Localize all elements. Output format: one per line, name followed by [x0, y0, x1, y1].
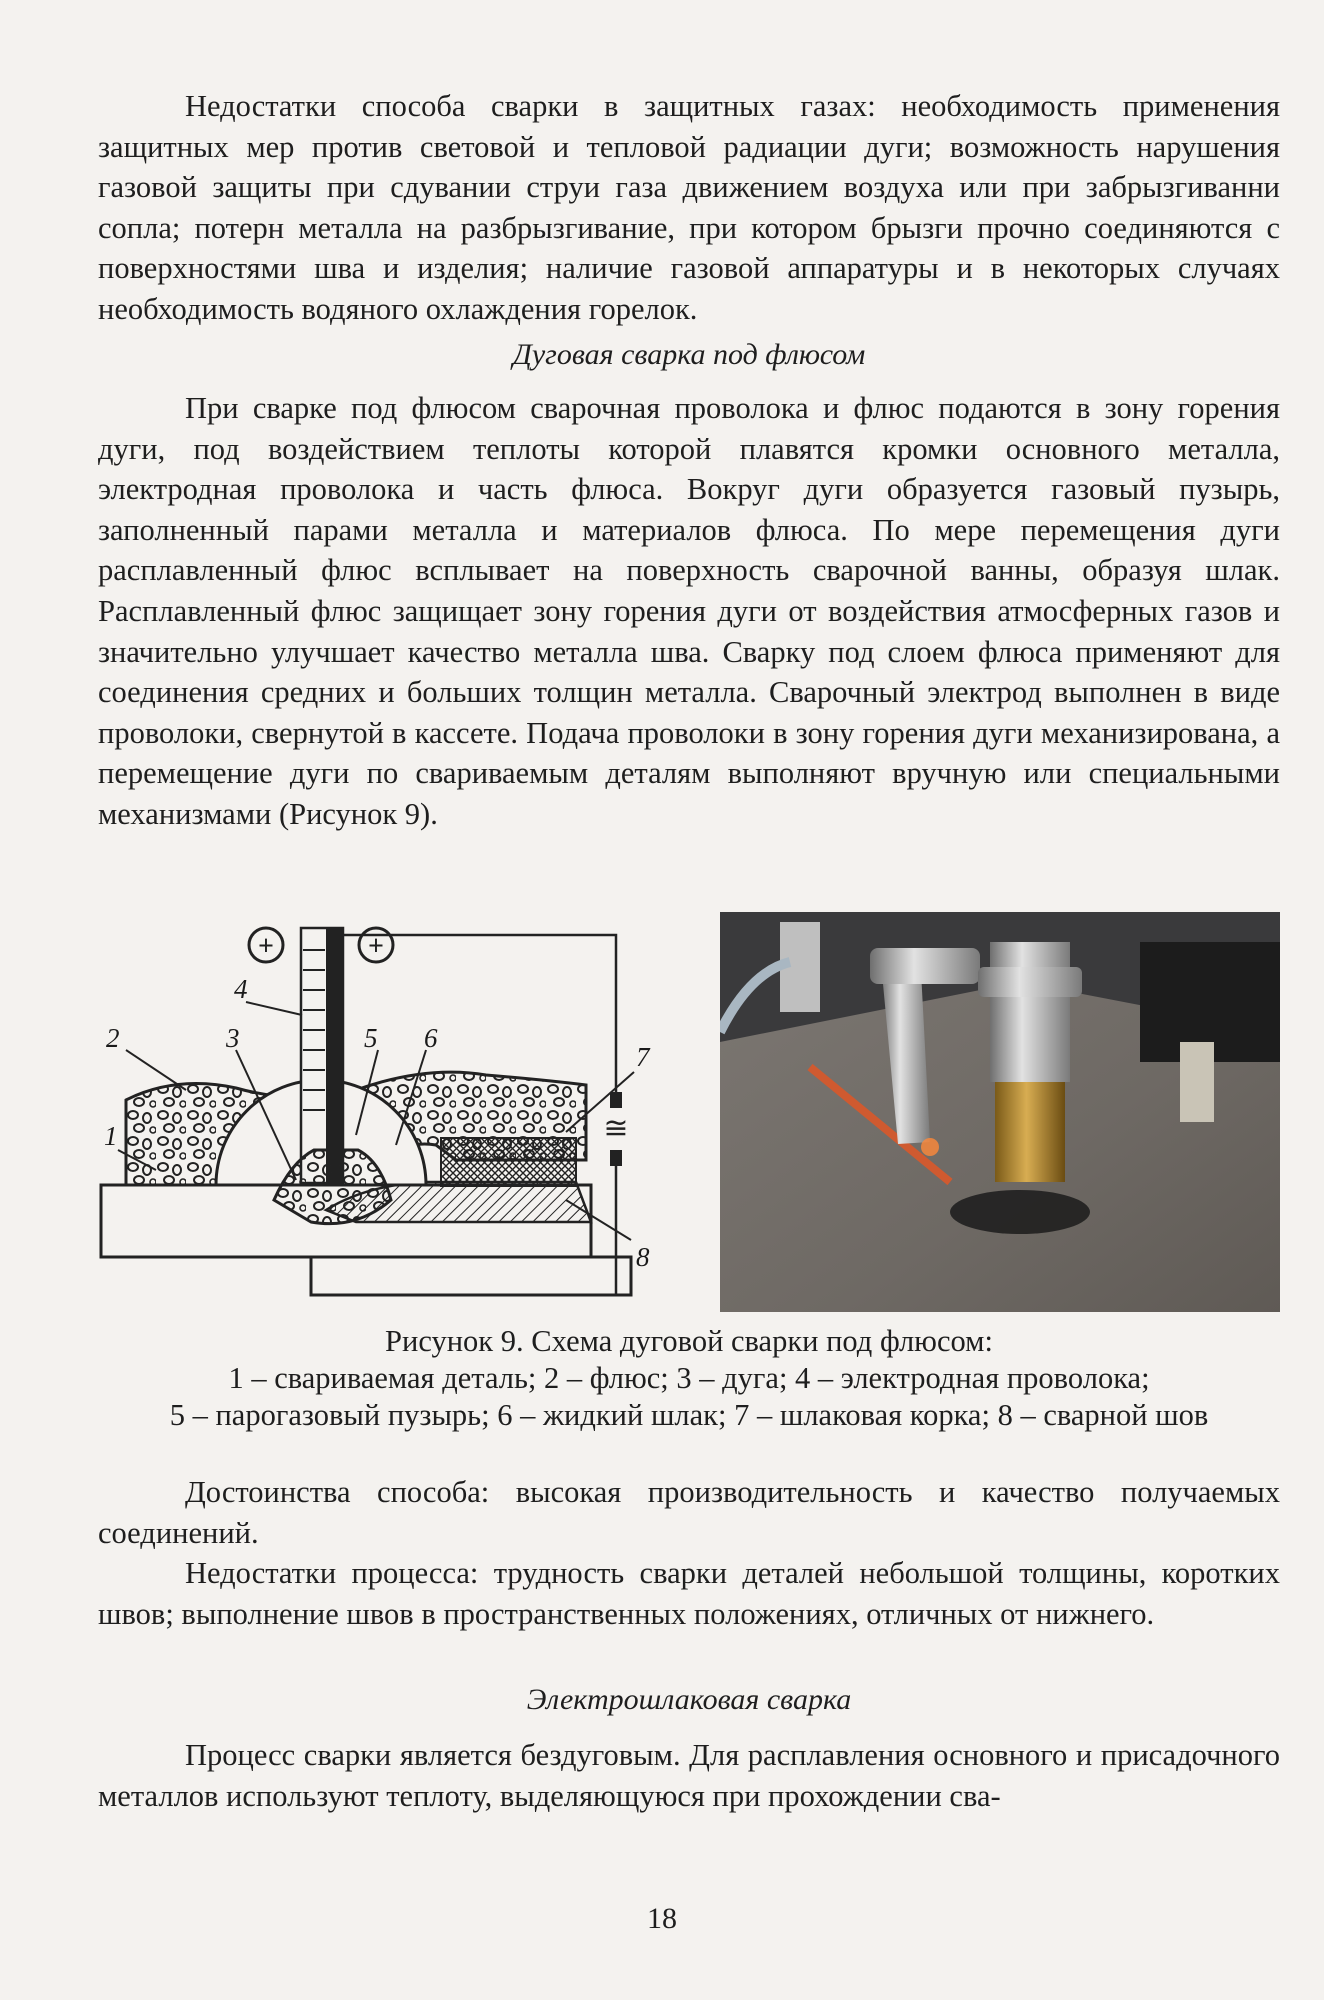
label-2: 2 — [106, 1023, 120, 1053]
label-5: 5 — [364, 1023, 378, 1053]
paragraph-text: Недостатки процесса: трудность сварки деталей небольшой толщины, коротких швов; выполнение швов в пространственных положениях, отличных от нижнего. — [98, 1556, 1280, 1631]
page-number: 18 — [647, 1902, 677, 1935]
label-8: 8 — [636, 1242, 650, 1272]
paragraph-electroslag-description — [98, 1735, 1280, 1816]
paragraph-text: При сварке под флюсом сварочная проволока и флюс подаются в зону горения дуги, под воздействием теплоты которой плавятся кромки основного металла, электродная проволока и часть флюса. Вокруг дуги образуется газовый пузырь, заполненный парами металла и материалов флюса. По мере перемещения дуги расплавленный флюс всплывает на поверхность сварочной ванны, образуя шлак. Расплавленный флюс защищает зону горения дуги от воздействия атмосферных газов и значительно улучшает качество металла шва. Сварку под слоем флюса применяют для соединения средних и больших толщин металла. Сварочный электрод выполнен в виде проволоки, свернутой в кассете. Подача проволоки в зону горения дуги механизирована, а перемещение дуги по свариваемым деталям выполняют вручную или специальными механизмами (Рисунок 9). — [98, 391, 1280, 831]
arc-glow — [921, 1138, 939, 1156]
circuit-wire-bottom — [616, 1160, 631, 1295]
flux-pile — [950, 1190, 1090, 1234]
label-7: 7 — [636, 1042, 650, 1072]
paragraph-disadvantages — [98, 1553, 1280, 1634]
label-6: 6 — [424, 1023, 438, 1053]
nozzle-clamp — [870, 948, 980, 984]
paragraph-text: Процесс сварки является бездуговым. Для расплавления основного и присадочного металлов используют теплоту, выделяющуюся при прохождении сва- — [98, 1738, 1280, 1813]
section-heading-electroslag: Электрошлаковая сварка — [526, 1683, 852, 1716]
flux-hopper-tube — [990, 942, 1070, 1082]
figure-caption-line-2: 5 – парогазовый пузырь; 6 – жидкий шлак; 7 – шлаковая корка; 8 – сварной шов — [169, 1398, 1209, 1432]
paragraph-submerged-arc-description — [98, 388, 1280, 835]
slag-crust — [441, 1138, 576, 1186]
ac-source-symbol: ≅ — [603, 1112, 629, 1145]
paragraph-text: Достоинства способа: высокая производительность и качество получаемых соединений. — [98, 1475, 1280, 1550]
submerged-arc-welding-scheme — [96, 900, 686, 1300]
section-heading-submerged-arc: Дуговая сварка под флюсом — [512, 338, 866, 371]
backing-plate — [311, 1257, 631, 1295]
paragraph-text: Недостатки способа сварки в защитных газах: необходимость применения защитных мер против световой и тепловой радиации дуги; возможность нарушения газовой защиты при сдувании струи газа движением воздуха или при забрызгиванни сопла; потерн металла на разбрызгивание, при котором брызги прочно соединяются с поверхностями шва и изделия; наличие газовой аппаратуры и в некоторых случаях необходимость водяного охлаждения горелок. — [98, 89, 1280, 326]
figure-caption-title: Рисунок 9. Схема дуговой сварки под флюсом: — [385, 1324, 993, 1358]
circuit-contact-top — [610, 1092, 622, 1108]
brass-nozzle — [995, 1082, 1065, 1182]
label-4: 4 — [234, 974, 248, 1004]
electrode-dark-edge — [326, 928, 343, 1183]
circuit-contact-bottom — [610, 1150, 622, 1166]
figure-caption-line-1: 1 – свариваемая деталь; 2 – флюс; 3 – дуга; 4 – электродная проволока; — [228, 1361, 1150, 1395]
paragraph-gas-shield-drawbacks — [98, 86, 1280, 330]
label-3: 3 — [226, 1023, 240, 1053]
submerged-arc-welding-photo — [720, 912, 1280, 1312]
label-1: 1 — [104, 1121, 118, 1151]
side-fitting — [1180, 1042, 1214, 1122]
paragraph-advantages — [98, 1472, 1280, 1553]
leader-4 — [246, 1002, 302, 1015]
plus-sign-right: + — [368, 931, 384, 962]
plus-sign-left: + — [258, 931, 274, 962]
leader-2 — [126, 1050, 186, 1090]
flux-hopper-clamp — [978, 967, 1082, 997]
